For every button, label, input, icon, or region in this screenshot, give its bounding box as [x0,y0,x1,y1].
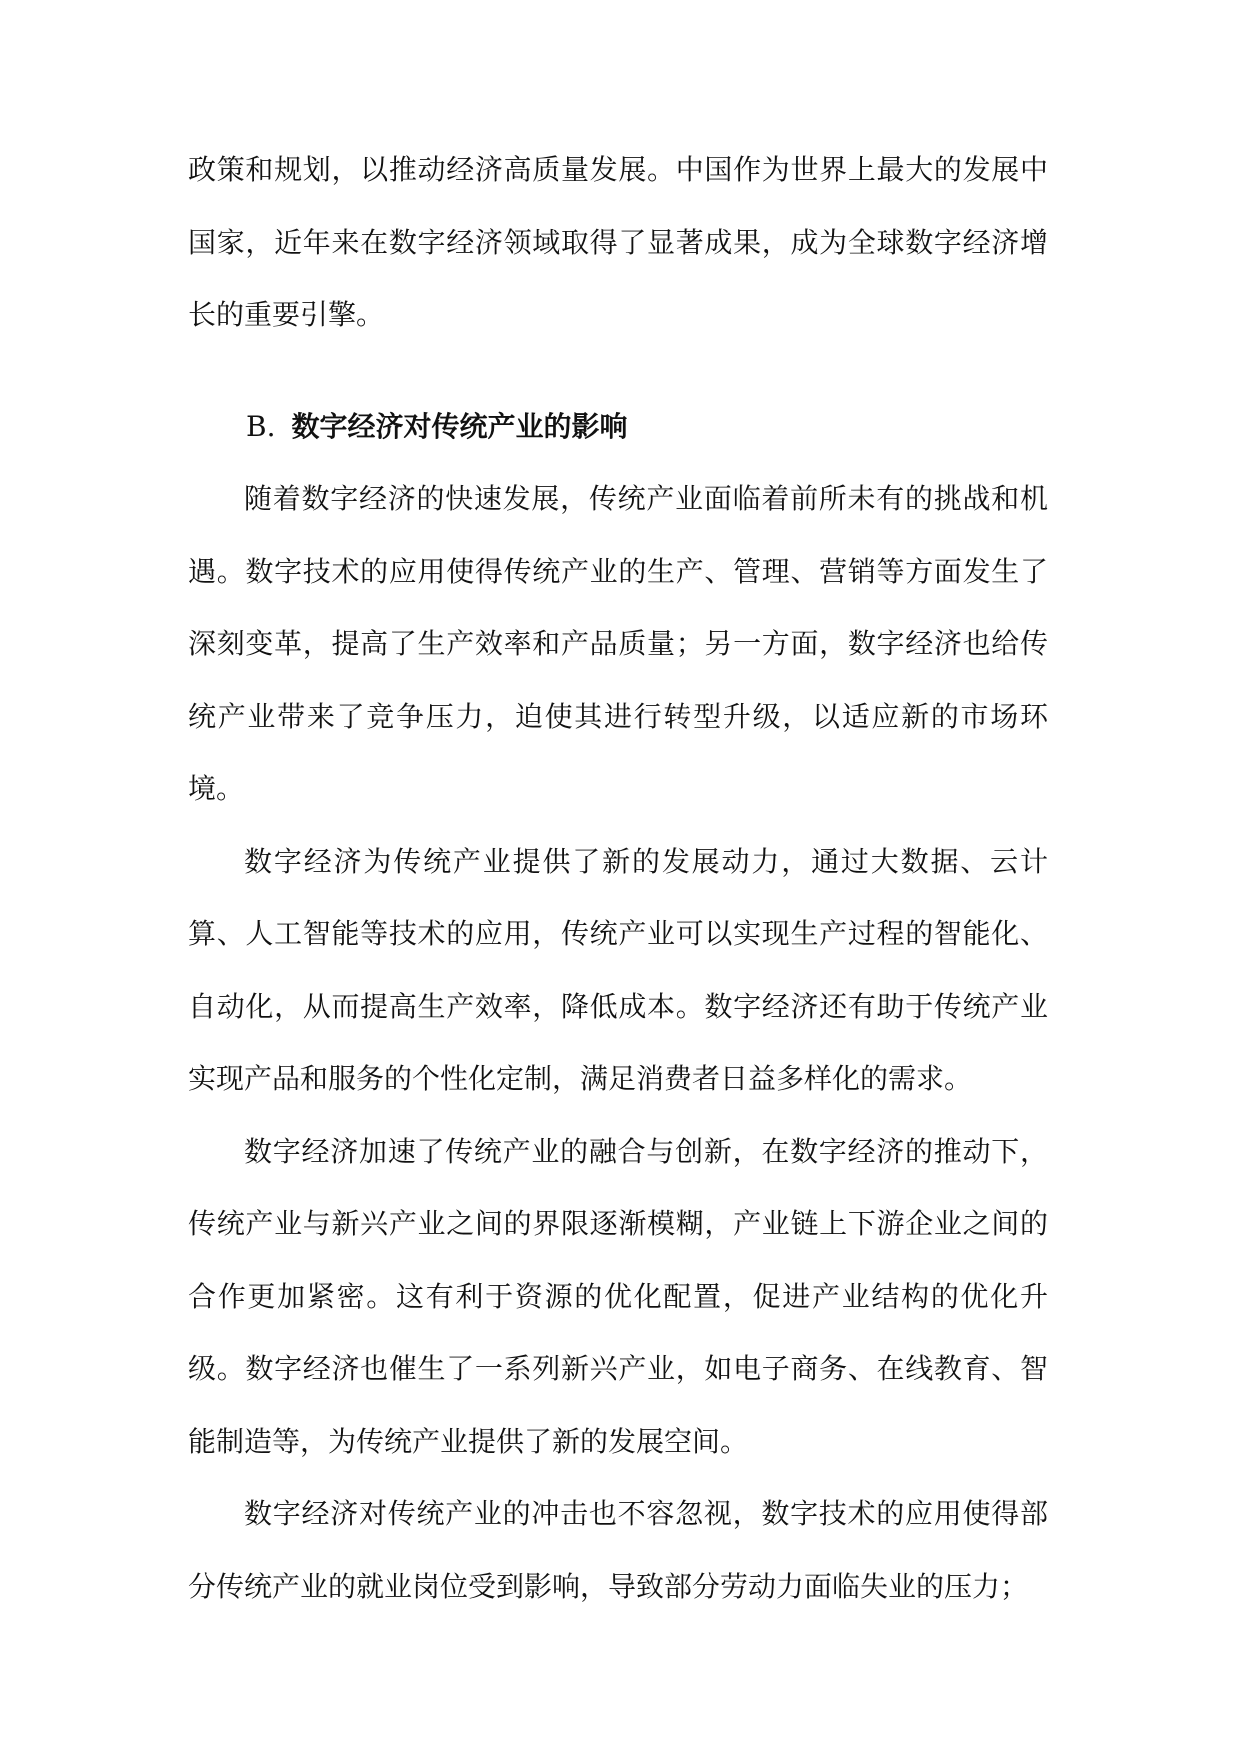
body-paragraph-2: 数字经济为传统产业提供了新的发展动力，通过大数据、云计算、人工智能等技术的应用，传统产业可以实现生产过程的智能化、自动化，从而提高生产效率，降低成本。数字经济还有助于传统产业实现产品和服务的个性化定制，满足消费者日益多样化的需求。 [188,844,1048,1095]
section-heading-label: B. [246,410,276,443]
body-paragraph-3: 数字经济加速了传统产业的融合与创新，在数字经济的推动下，传统产业与新兴产业之间的界限逐渐模糊，产业链上下游企业之间的合作更加紧密。这有利于资源的优化配置，促进产业结构的优化升级。数字经济也催生了一系列新兴产业，如电子商务、在线教育、智能制造等，为传统产业提供了新的发展空间。 [188,1134,1048,1458]
section-body [188,463,1048,1623]
section-heading-title: 数字经济对传统产业的影响 [291,410,628,443]
continuation-paragraph: 政策和规划，以推动经济高质量发展。中国作为世界上最大的发展中国家，近年来在数字经济领域取得了显著成果，成为全球数字经济增长的重要引擎。 [188,153,1048,331]
body-paragraph-1: 随着数字经济的快速发展，传统产业面临着前所未有的挑战和机遇。数字技术的应用使得传统产业的生产、管理、营销等方面发生了深刻变革，提高了生产效率和产品质量；另一方面，数字经济也给传统产业带来了竞争压力，迫使其进行转型升级，以适应新的市场环境。 [188,482,1048,805]
section-heading [246,391,628,464]
document-body-continuation [188,134,1048,352]
body-paragraph-4: 数字经济对传统产业的冲击也不容忽视，数字技术的应用使得部分传统产业的就业岗位受到影响，导致部分劳动力面临失业的压力； [188,1497,1048,1603]
